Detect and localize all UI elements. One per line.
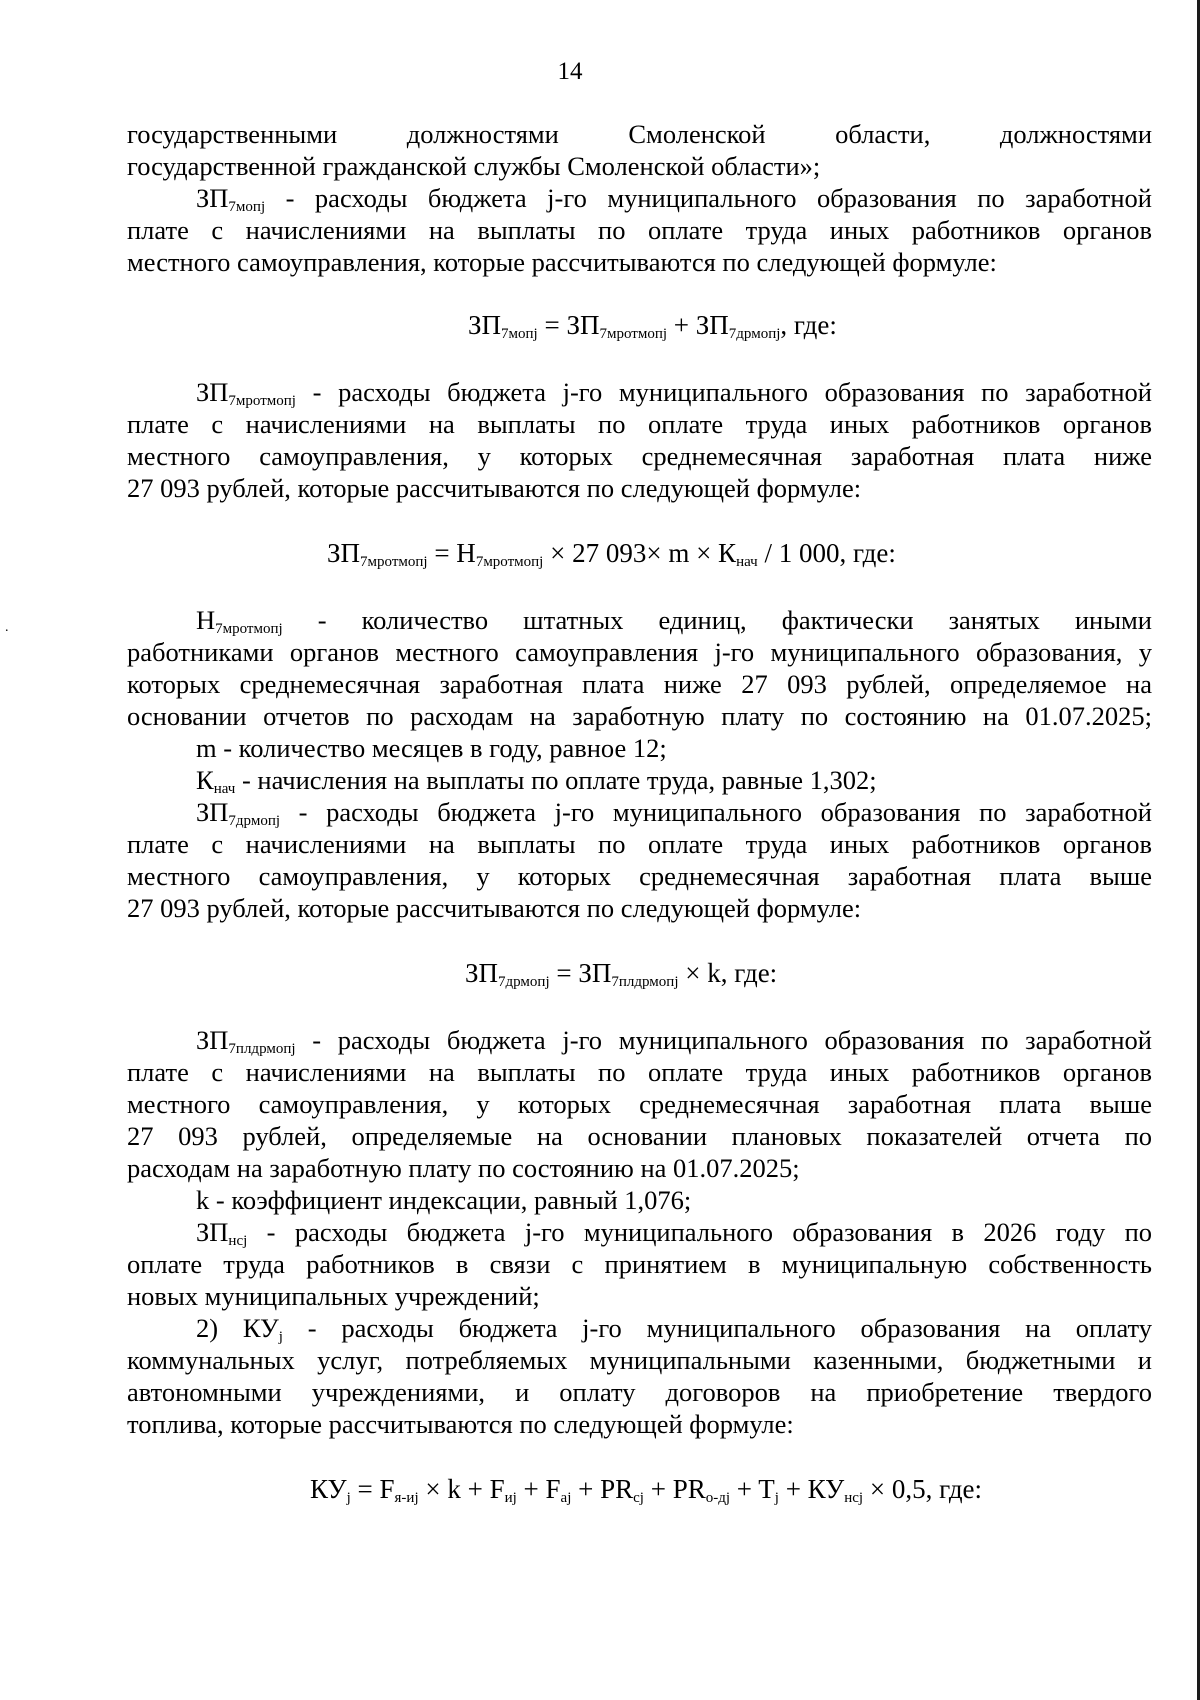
paragraph-lead: $ЗП_{7дрмопj}$ - расходы бюджета j-го муниципального образования по заработной bbox=[196, 797, 1152, 829]
text-line: местного самоуправления, у которых среднемесячная заработная плата выше bbox=[127, 861, 1152, 891]
paragraph-lead: $К_{нач}$ - начисления на выплаты по оплате труда, равные 1,302; bbox=[196, 765, 877, 797]
text-line: плате с начислениями на выплаты по оплате труда иных работников органов bbox=[127, 1057, 1152, 1087]
paragraph-lead: $ЗП_{7мротмопj}$ - расходы бюджета j-го муниципального образования по заработной bbox=[196, 377, 1152, 409]
text-line: 27 093 рублей, которые рассчитываются по следующей формуле: bbox=[127, 893, 862, 923]
text-line: государственной гражданской службы Смоленской области»; bbox=[127, 151, 821, 181]
paragraph-lead: $ЗП_{нсj}$ - расходы бюджета j-го муниципального образования в 2026 году по bbox=[196, 1217, 1152, 1249]
text-line: которых среднемесячная заработная плата ниже 27 093 рублей, определяемое на bbox=[127, 669, 1152, 699]
formula-zp7mopj: $ЗП_{7мопj} = ЗП_{7мротмопj} + ЗП_{7дрмопj}$, где: bbox=[468, 310, 837, 342]
stray-mark: . bbox=[5, 620, 9, 635]
text-line: коммунальных услуг, потребляемых муниципальными казенными, бюджетными и bbox=[127, 1345, 1152, 1375]
text-line: топлива, которые рассчитываются по следующей формуле: bbox=[127, 1409, 794, 1439]
text-line: местного самоуправления, у которых среднемесячная заработная плата ниже bbox=[127, 441, 1152, 471]
text-line: местного самоуправления, которые рассчитываются по следующей формуле: bbox=[127, 247, 997, 277]
paragraph-lead: $ЗП_{7плдрмопj}$ - расходы бюджета j-го муниципального образования по заработной bbox=[196, 1025, 1152, 1057]
text-line: оплате труда работников в связи с принятием в муниципальную собственность bbox=[127, 1249, 1152, 1279]
text-line: основании отчетов по расходам на заработную плату по состоянию на 01.07.2025; bbox=[127, 701, 1152, 731]
text-line: плате с начислениями на выплаты по оплате труда иных работников органов bbox=[127, 829, 1152, 859]
text-line: государственными должностями Смоленской области, должностями bbox=[127, 119, 1152, 149]
text-line: работниками органов местного самоуправления j-го муниципального образования, у bbox=[127, 637, 1152, 667]
text-line: расходам на заработную плату по состоянию на 01.07.2025; bbox=[127, 1153, 800, 1183]
text-line: 27 093 рублей, которые рассчитываются по следующей формуле: bbox=[127, 473, 862, 503]
paragraph-lead: $ЗП_{7мопj}$ - расходы бюджета j-го муниципального образования по заработной bbox=[196, 183, 1152, 215]
text-line: k - коэффициент индексации, равный 1,076; bbox=[196, 1185, 692, 1215]
paragraph-lead: $Н_{7мротмопj}$ - количество штатных единиц, фактически занятых иными bbox=[196, 605, 1152, 637]
formula-zp7mrotmopj: $ЗП_{7мротмопj} = Н_{7мротмопj} \times 27$ $093\times m \times К_{нач} / 1$ 000, где: bbox=[327, 538, 896, 570]
formula-zp7drmopj: $ЗП_{7дрмопj} = ЗП_{7плдрмопj} \times k$, где: bbox=[465, 958, 778, 990]
text-line: плате с начислениями на выплаты по оплате труда иных работников органов bbox=[127, 409, 1152, 439]
text-line: новых муниципальных учреждений; bbox=[127, 1281, 540, 1311]
text-line: местного самоуправления, у которых среднемесячная заработная плата выше bbox=[127, 1089, 1152, 1119]
page-number: 14 bbox=[557, 58, 583, 85]
formula-kuj: $КУ_j = F_{я-иj} \times k + F_{иj} + F_{аj} + PR_{сj} + PR_{о-дj} + T_j + КУ_{нсj} \times 0,5$, где: bbox=[310, 1474, 983, 1506]
paragraph-lead: 2) $КУ_j$ - расходы бюджета j-го муниципального образования на оплату bbox=[196, 1313, 1153, 1345]
text-line: 27 093 рублей, определяемые на основании плановых показателей отчета по bbox=[127, 1121, 1152, 1151]
text-line: автономными учреждениями, и оплату договоров на приобретение твердого bbox=[127, 1377, 1152, 1407]
text-line: m - количество месяцев в году, равное 12; bbox=[196, 733, 667, 763]
text-line: плате с начислениями на выплаты по оплате труда иных работников органов bbox=[127, 215, 1152, 245]
